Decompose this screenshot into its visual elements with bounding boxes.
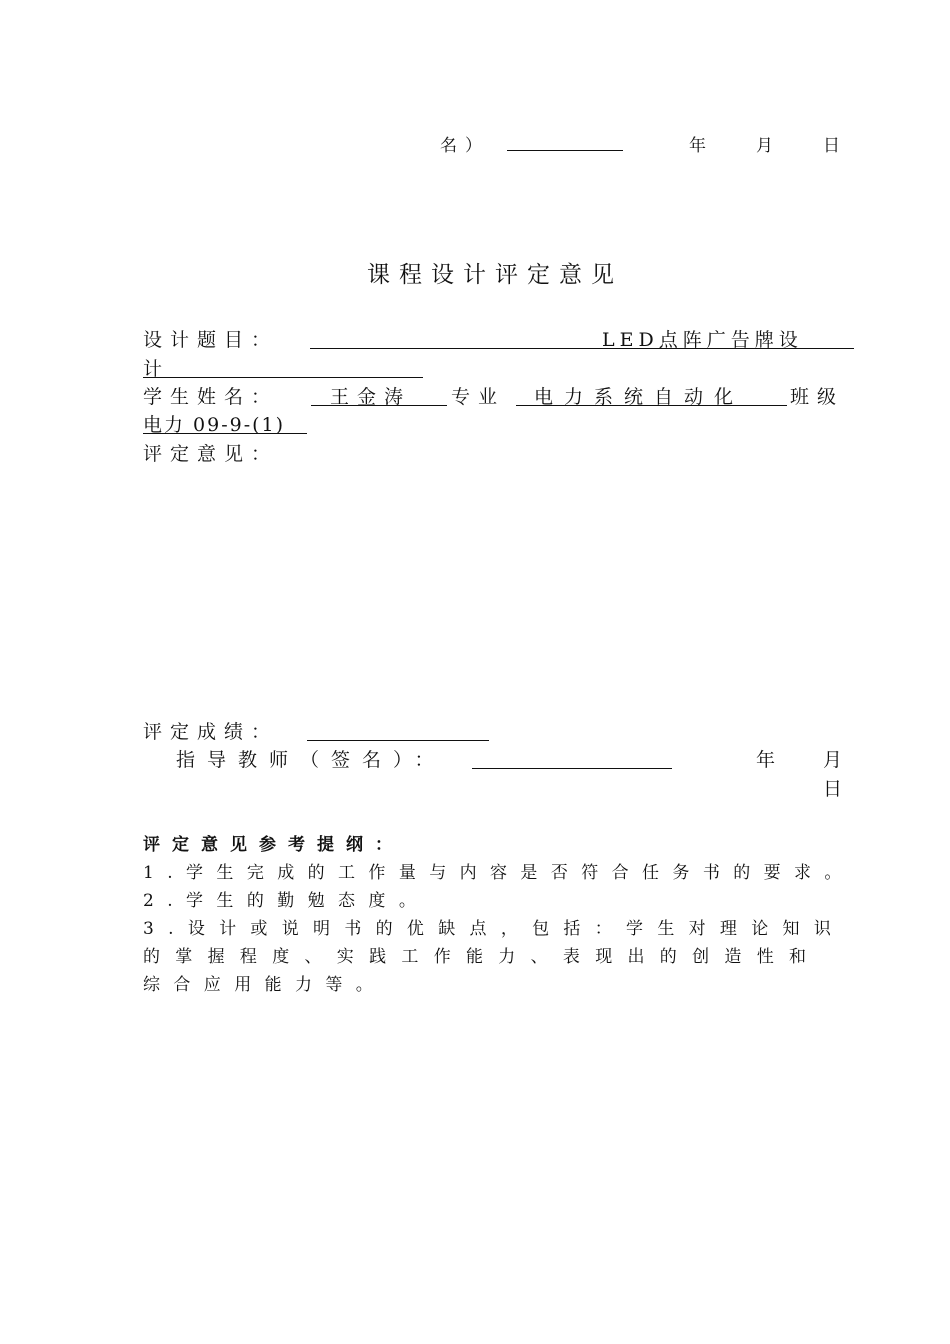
reference-item-3-line-3: 综合应用能力等。 — [143, 975, 387, 995]
reference-item-2: 2.学生的勤勉态度。 — [143, 891, 430, 911]
opinion-label: 评定意见： — [143, 443, 279, 465]
reference-item-1: 1.学生完成的工作量与内容是否符合任务书的要求。 — [143, 863, 855, 883]
grade-month: 月 — [823, 749, 843, 771]
top-day: 日 — [823, 136, 840, 156]
sign-blank[interactable] — [507, 150, 623, 151]
grade-year: 年 — [756, 749, 776, 771]
reference-heading: 评定意见参考提纲： — [143, 835, 404, 855]
major-value: 电力系统自动化 — [534, 386, 745, 408]
class-value: 电力 09-9-(1) — [143, 414, 286, 436]
name-label: 学生姓名： — [143, 386, 279, 408]
grade-label: 评定成绩： — [143, 721, 279, 743]
name-value: 王金涛 — [330, 386, 412, 408]
page-title: 课程设计评定意见 — [367, 262, 623, 288]
reference-item-3-line-1: 3.设计或说明书的优缺点，包括：学生对理论知识 — [143, 919, 846, 939]
topic-value: LED点阵广告牌设 — [602, 329, 803, 351]
topic-cont-underline — [143, 377, 423, 378]
class-label: 班级 — [790, 386, 845, 408]
topic-value-cont: 计 — [143, 358, 163, 380]
topic-label: 设计题目： — [143, 329, 279, 351]
teacher-label: 指导教师（签名）： — [176, 749, 446, 771]
grade-day: 日 — [823, 778, 843, 800]
sign-suffix: 名） — [440, 136, 490, 156]
top-month: 月 — [756, 136, 773, 156]
reference-item-3-line-2: 的掌握程度、实践工作能力、表现出的创造性和 — [143, 947, 822, 967]
grade-blank[interactable] — [307, 740, 489, 741]
class-underline — [143, 433, 307, 434]
major-label: 专业 — [451, 386, 506, 408]
top-year: 年 — [689, 136, 706, 156]
teacher-sign-blank[interactable] — [472, 768, 672, 769]
